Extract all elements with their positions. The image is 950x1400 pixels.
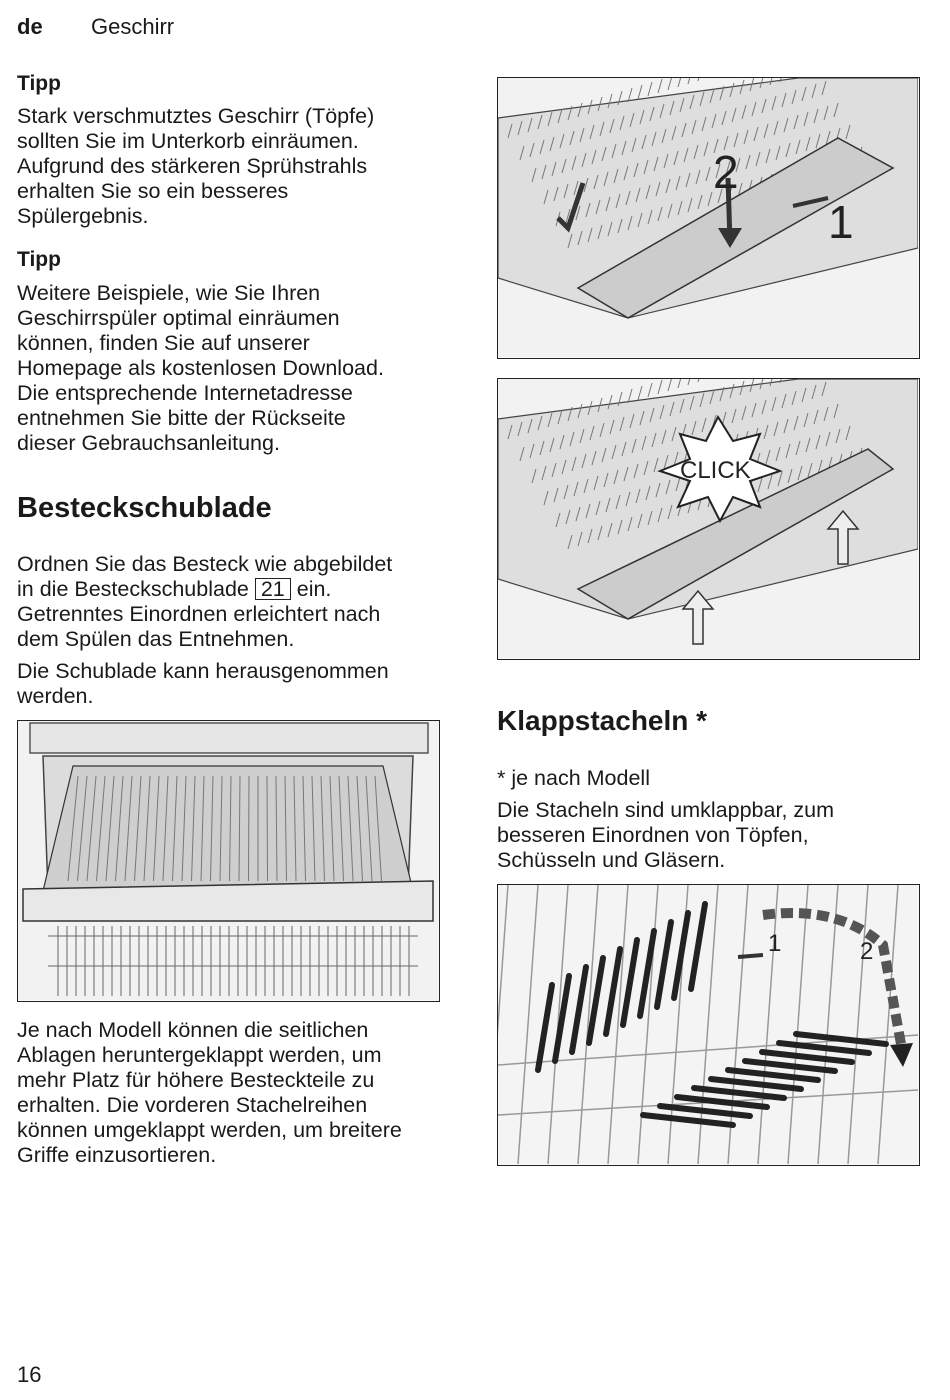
language-code: de [17, 14, 43, 39]
klapp-note: * je nach Modell [497, 766, 650, 790]
tip1-text: Stark verschmutztes Geschirr (Töpfe) sollten Sie im Unterkorb einräumen. Aufgrund des stärkeren Sprühstrahls erhalten Sie so ein besseres Spülergebnis. [17, 104, 375, 228]
besteck-p1-end: ein. [290, 577, 332, 601]
besteck-paragraph-1 [17, 552, 467, 652]
section-title: Geschirr [91, 14, 175, 39]
tip2-title: Tipp [17, 248, 61, 271]
click-label: CLICK [680, 457, 751, 484]
besteck-paragraph-2: Die Schublade kann herausgenommen werden. [17, 659, 389, 708]
klapp-heading: Klappstacheln * [497, 705, 708, 736]
reference-number: 21 [255, 578, 291, 600]
besteck-p1-rest: Getrenntes Einordnen erleichtert nach dem Spülen das Entnehmen. [17, 602, 381, 651]
fig1-label-2: 2 [713, 146, 739, 198]
besteck-heading: Besteckschublade [17, 492, 272, 524]
besteck-p1-start: Ordnen Sie das Besteck wie abgebildet in die Besteckschublade [17, 552, 393, 601]
folding-tines-illustration [497, 884, 920, 1166]
tip2-text: Weitere Beispiele, wie Sie Ihren Geschirrspüler optimal einräumen können, finden Sie auf unserer Homepage als kostenlosen Download. Die entsprechende Internetadresse entnehmen Sie bitte der Rückseite dieser Gebrauchsanleitung. [17, 281, 384, 455]
cutlery-drawer-illustration [17, 720, 440, 1002]
drawer-removal-illustration [497, 77, 920, 359]
page-number: 16 [17, 1362, 42, 1387]
fig3-label-2: 2 [860, 938, 874, 965]
fig3-label-1: 1 [768, 930, 782, 957]
drawer-insert-illustration [497, 378, 920, 660]
besteck-paragraph-3: Je nach Modell können die seitlichen Ablagen heruntergeklappt werden, um mehr Platz für höhere Besteckteile zu erhalten. Die vorderen Stachelreihen können umgeklappt werden, um breitere Griffe einzusortieren. [17, 1018, 402, 1167]
tip1-title: Tipp [17, 72, 61, 95]
fig1-label-1: 1 [828, 196, 854, 248]
klapp-text: Die Stacheln sind umklappbar, zum besseren Einordnen von Töpfen, Schüsseln und Gläsern. [497, 798, 835, 872]
